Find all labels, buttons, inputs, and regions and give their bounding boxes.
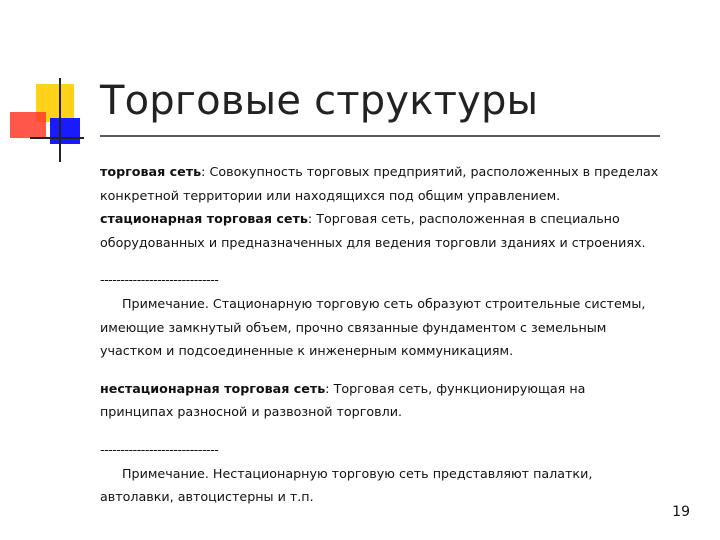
spacer — [100, 254, 660, 268]
spacer — [100, 363, 660, 377]
definition-stationary-network — [100, 207, 660, 254]
term: стационарная торговая сеть — [100, 211, 308, 227]
definition-text: : Совокупность торговых предприятий, расположенных в пределах конкретной территории или находящихся под общим управлением. — [100, 164, 659, 203]
term: нестационарная торговая сеть — [100, 380, 326, 396]
title-underline — [100, 135, 660, 137]
page-title: Торговые структуры — [100, 78, 539, 124]
decorative-squares — [0, 0, 110, 170]
red-square — [10, 112, 46, 138]
separator: ----------------------------- — [100, 441, 219, 457]
note-text: Примечание. Стационарную торговую сеть образуют строительные системы, имеющие замкнутый объем, прочно связанные фундаментом с земельным участком и подсоединенные к инженерным коммуникациям. — [100, 295, 646, 359]
definition-nonstationary-network — [100, 377, 660, 424]
slide-body — [100, 160, 660, 509]
term: торговая сеть — [100, 164, 202, 179]
note-text: Примечание. Нестационарную торговую сеть представляют палатки, автолавки, автоцистерны и т.п. — [100, 465, 593, 505]
note-nonstationary — [100, 462, 660, 509]
page-number: 19 — [672, 504, 690, 520]
spacer — [100, 424, 660, 438]
separator: ----------------------------- — [100, 272, 219, 288]
note-stationary — [100, 292, 660, 363]
definition-text: : Торговая сеть, функционирующая на принципах разносной и развозной торговли. — [100, 380, 586, 420]
blue-square — [50, 118, 80, 144]
definition-trade-network — [100, 160, 660, 207]
definition-text: : Торговая сеть, расположенная в специально оборудованных и предназначенных для ведения торговли зданиях и строениях. — [100, 211, 646, 250]
